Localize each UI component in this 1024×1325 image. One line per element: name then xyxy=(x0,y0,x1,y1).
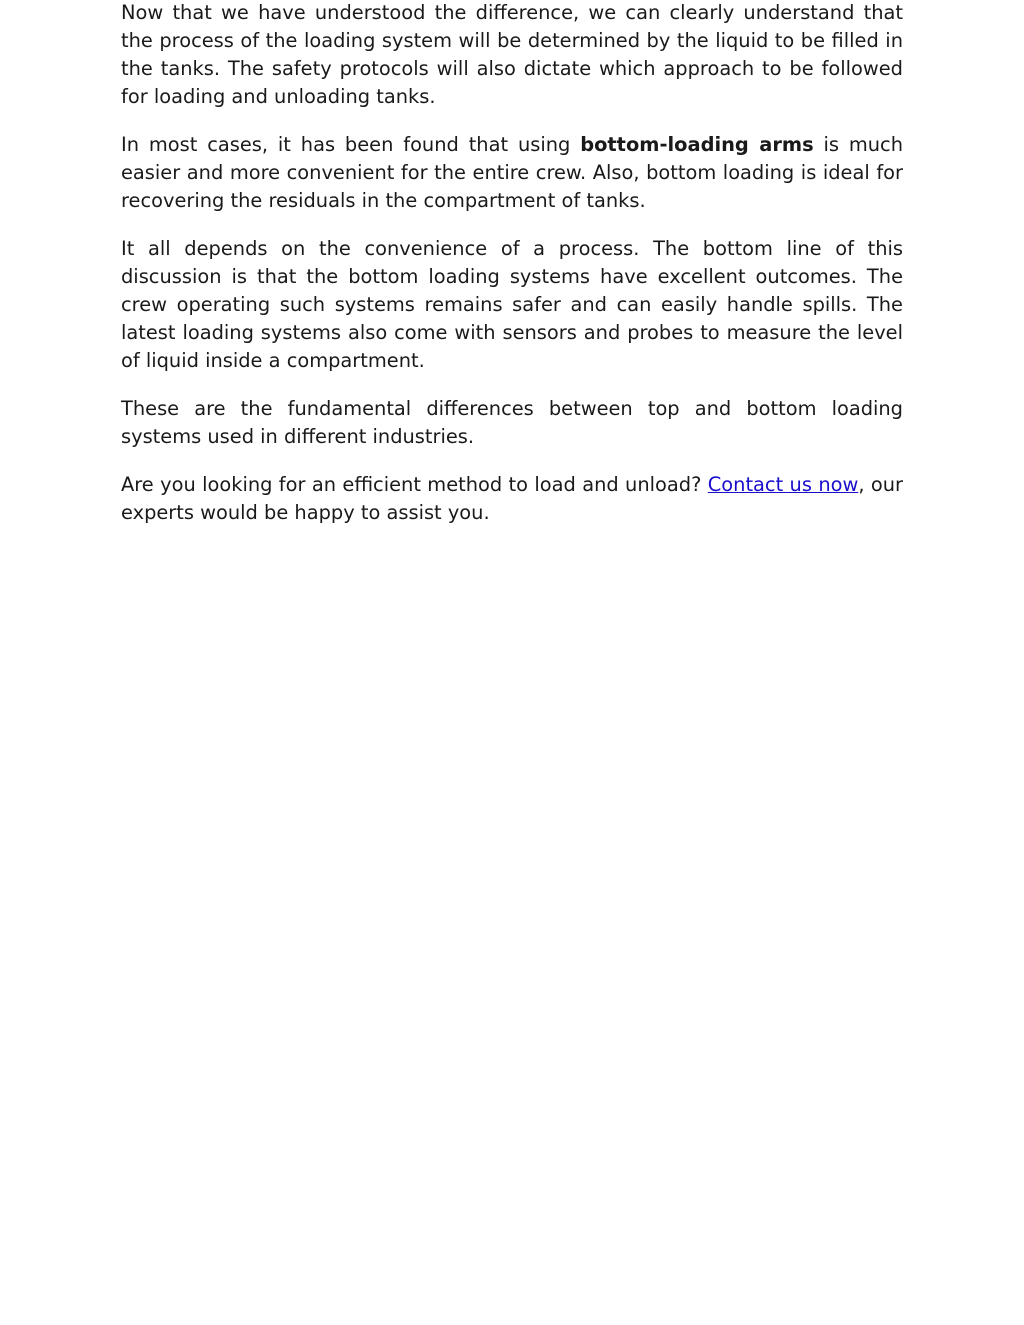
contact-us-link[interactable]: Contact us now xyxy=(707,473,859,496)
paragraph-bottom-loading-arms xyxy=(121,131,903,215)
paragraph-text-end: is much easier and more convenient for the entire crew. Also, bottom loading is ideal for recovering the residuals in the compartment of tanks. xyxy=(121,133,903,212)
paragraph-text: These are the fundamental differences between top and bottom loading systems used in different industries. xyxy=(121,397,903,448)
article-body xyxy=(121,0,903,547)
paragraph-text: Now that we have understood the difference, we can clearly understand that the process of the loading system will be determined by the liquid to be filled in the tanks. The safety protocols will also dictate which approach to be followed for loading and unloading tanks. xyxy=(121,1,903,108)
paragraph-text-start: In most cases, it has been found that using xyxy=(121,133,581,156)
paragraph-call-to-action xyxy=(121,471,903,527)
paragraph-convenience xyxy=(121,235,903,375)
paragraph-text-start: Are you looking for an efficient method to load and unload? xyxy=(121,473,708,496)
paragraph-text-end: , our experts would be happy to assist you. xyxy=(121,473,904,524)
paragraph-loading-process xyxy=(121,0,903,111)
bold-term-bottom-loading-arms: bottom-loading arms xyxy=(580,133,814,156)
paragraph-text: It all depends on the convenience of a process. The bottom line of this discussion is that the bottom loading systems have excellent outcomes. The crew operating such systems remains safer and can easily handle spills. The latest loading systems also come with sensors and probes to measure the level of liquid inside a compartment. xyxy=(121,237,903,372)
paragraph-fundamental-differences xyxy=(121,395,903,451)
